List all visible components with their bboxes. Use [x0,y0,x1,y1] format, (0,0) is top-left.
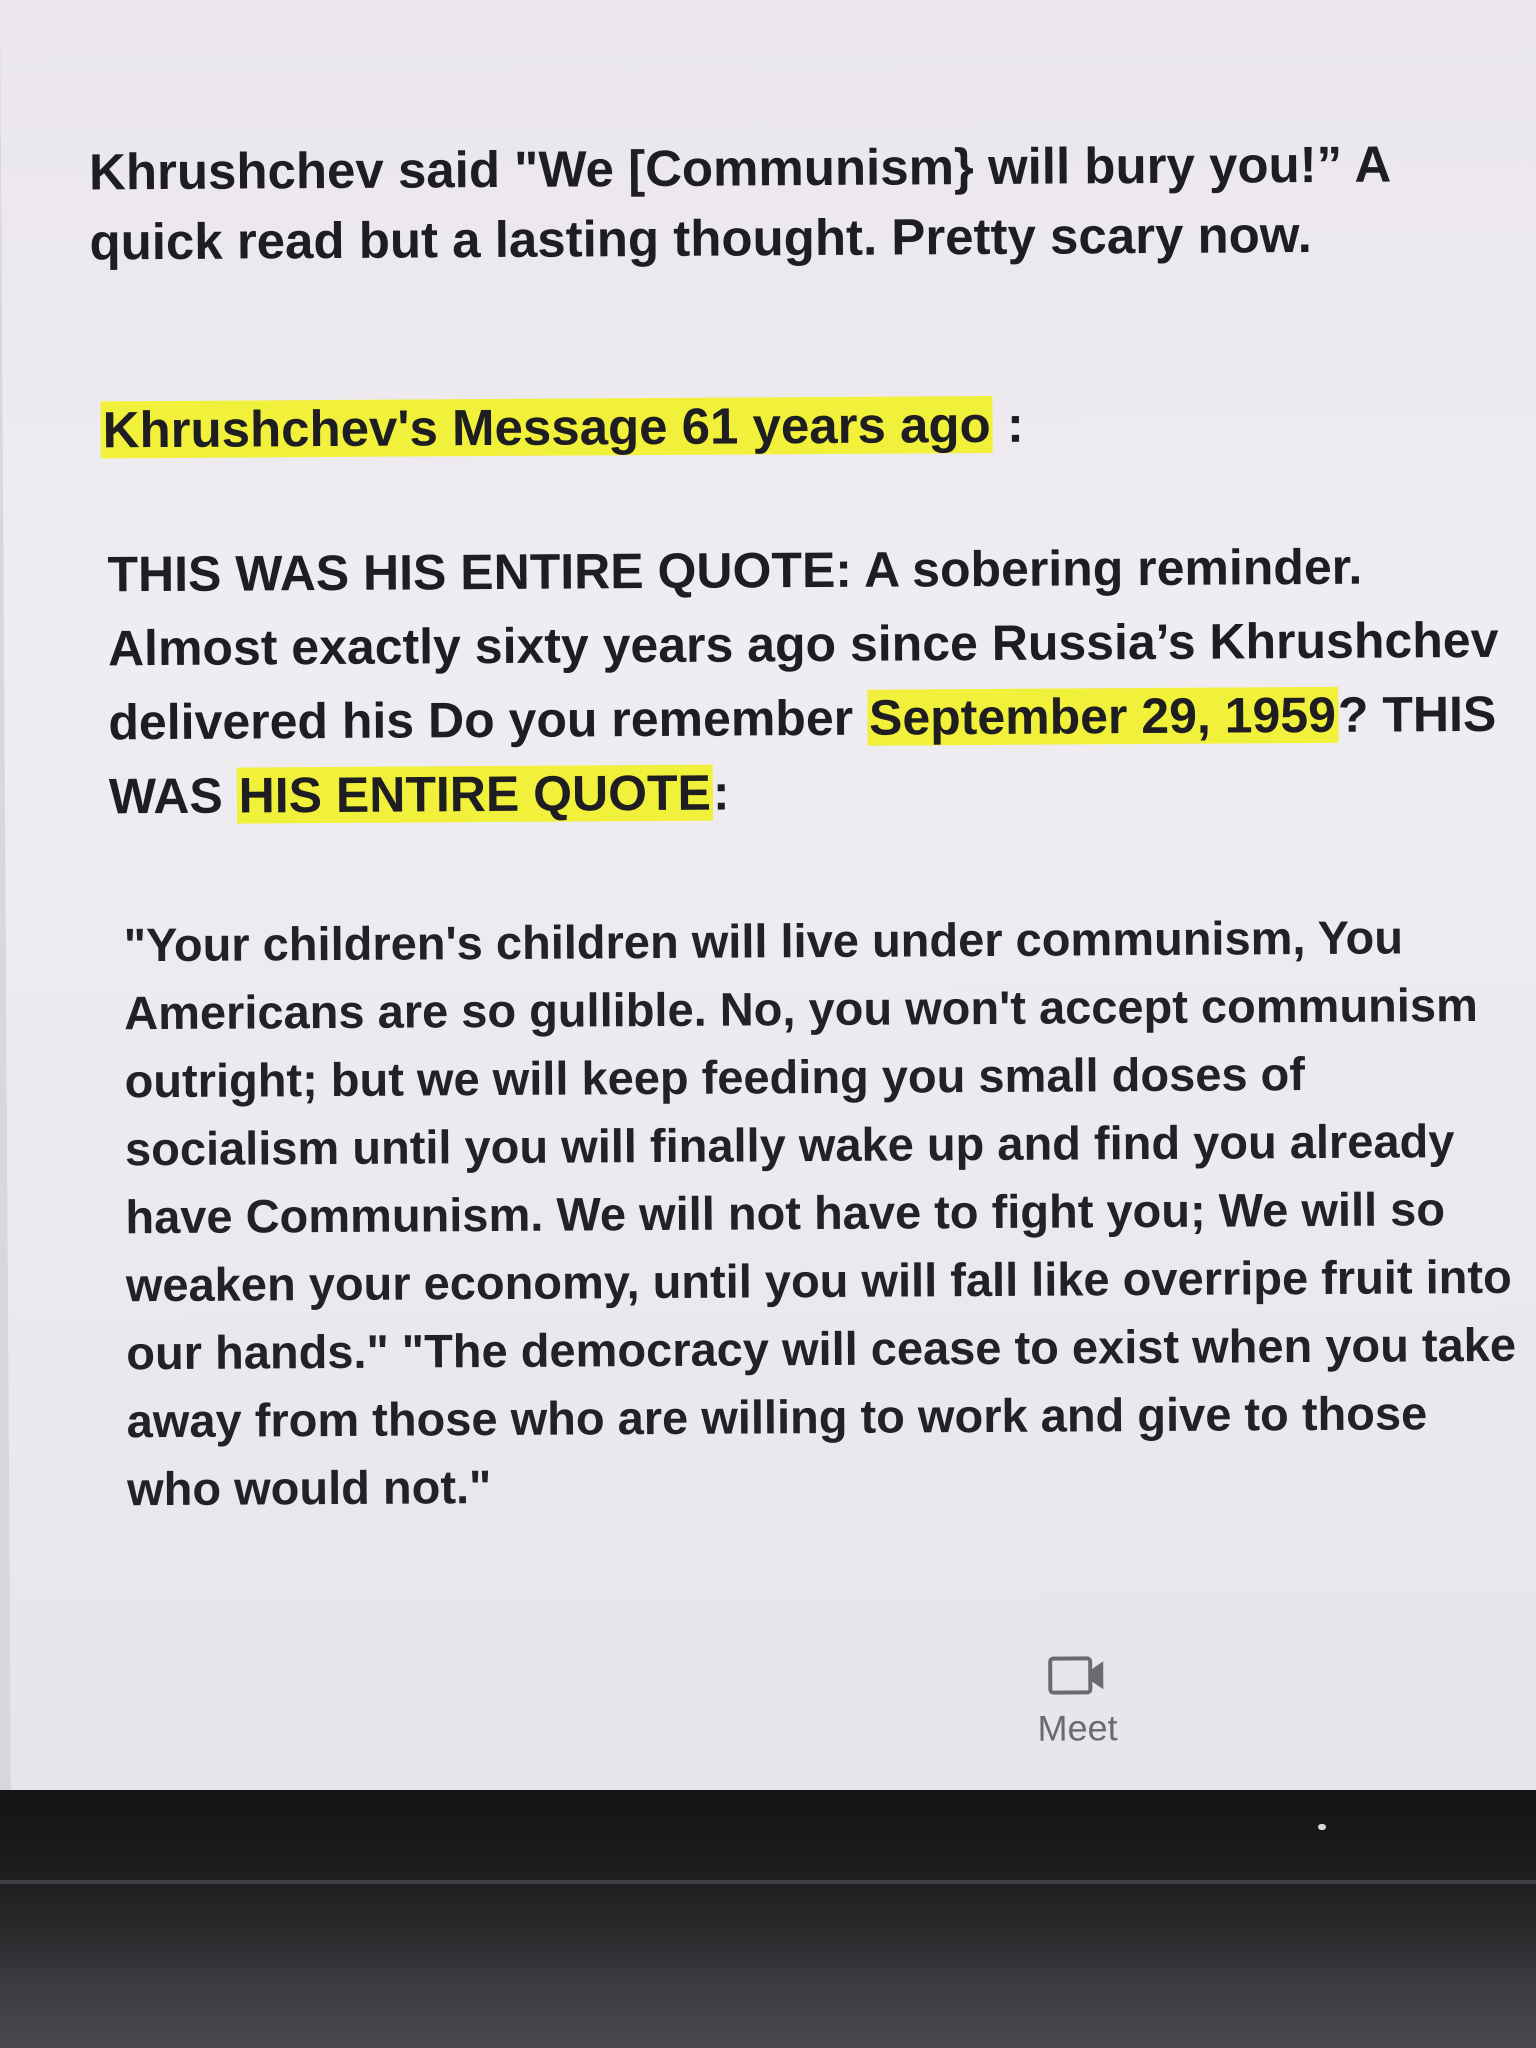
body-text-part3: : [712,764,730,821]
message-title-highlight: Khrushchev's Message 61 years ago [102,395,991,459]
body-text-part1: THIS WAS HIS ENTIRE QUOTE: A sobering reminder. Almost exactly sixty years ago since Russia’s Khrushchev delivered his Do you remember [107,538,1499,751]
date-highlight: September 29, 1959 [868,686,1337,746]
message-title [100,390,1024,466]
bezel-reflection [1318,1824,1326,1830]
body-text-part2: ? THIS WAS [108,685,1497,825]
meet-label: Meet [1037,1707,1118,1749]
video-camera-icon [1047,1653,1107,1697]
quote-text: "Your children's children will live under communism, You Americans are so gullible. No, you won't accept communism outright; but we will keep feeding you small doses of socialism until you will finally wake up and find you already have Communism. We will not have to fight you; We will so weaken your economy, until you will fall like overripe fruit into our hands." "The democracy will cease to exist when you take away from those who are willing to work and give to those who would not." [123,910,1517,1516]
intro-text: Khrushchev said "We [Communism} will bury you!” A quick read but a lasting thought. Pretty scary now. [88,135,1390,271]
bezel-edge [0,1880,1536,1884]
device-bezel [0,1790,1536,2048]
body-paragraph [107,529,1529,834]
message-title-suffix: : [992,395,1025,453]
meet-button[interactable] [1022,1653,1133,1750]
quote-label-highlight: HIS ENTIRE QUOTE [238,764,712,824]
